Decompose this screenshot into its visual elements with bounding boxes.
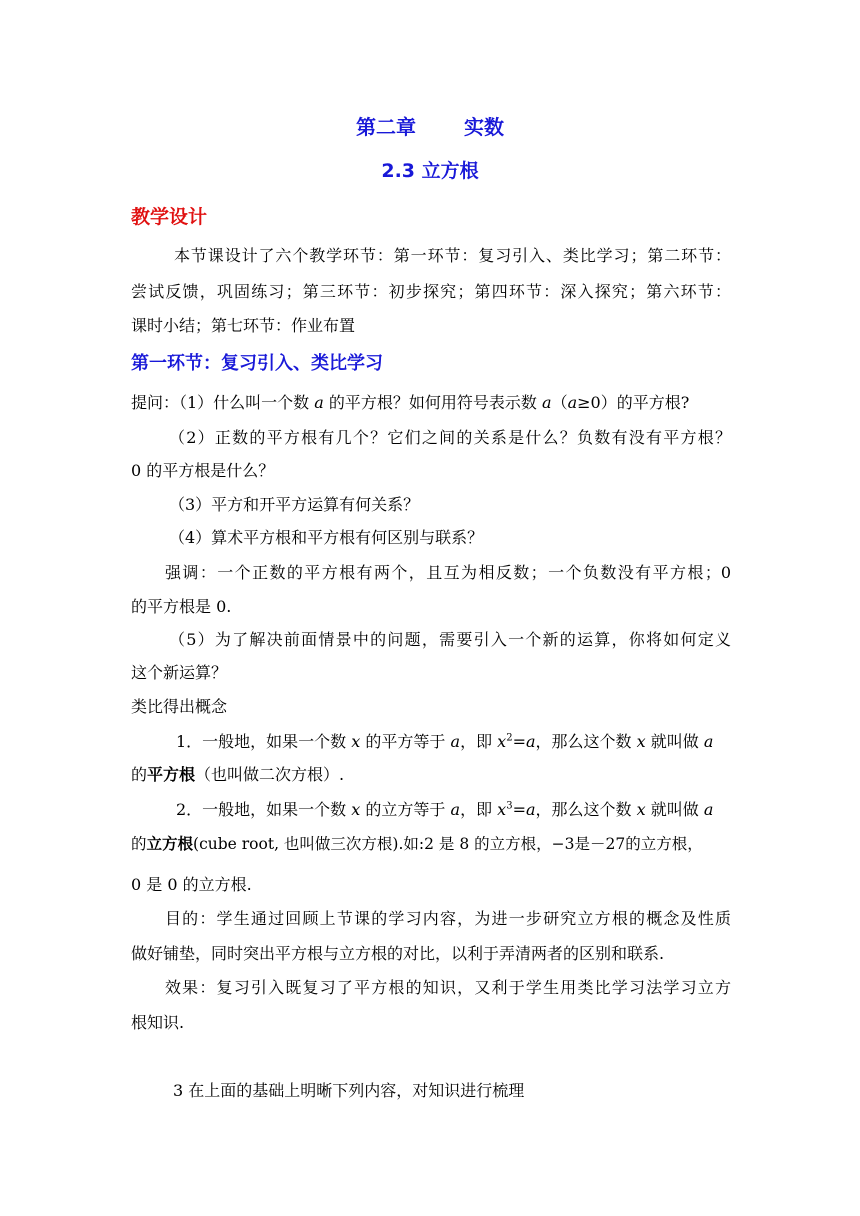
def2-term: 立方根 bbox=[146, 834, 194, 853]
def1-equals: = bbox=[512, 732, 526, 751]
def2-text-c: ，即 bbox=[460, 800, 493, 819]
question-4: （4）算术平方根和平方根有何区别与联系？ bbox=[169, 528, 484, 547]
question-3: （3）平方和开平方运算有何关系？ bbox=[169, 495, 420, 514]
effect-line-1: 效果：复习引入既复习了平方根的知识，又利于学生用类比学习法学习立方 bbox=[165, 978, 731, 997]
def1-term: 平方根 bbox=[147, 765, 196, 784]
analogy-label: 类比得出概念 bbox=[131, 697, 228, 716]
purpose-line-2: 做好铺垫，同时突出平方根与立方根的对比，以利于弄清两者的区别和联系. bbox=[131, 944, 665, 963]
definition-2-line-2 bbox=[131, 833, 703, 855]
def2-line2-a: 的 bbox=[131, 835, 147, 853]
q1-text-a: 提问：（1）什么叫一个数 bbox=[131, 393, 310, 412]
question-5-line-1: （5）为了解决前面情景中的问题，需要引入一个新的运算，你将如何定义 bbox=[169, 630, 731, 649]
step-3-text: 3 在上面的基础上明晰下列内容，对知识进行梳理 bbox=[173, 1081, 525, 1100]
effect-line-2: 根知识. bbox=[131, 1013, 185, 1032]
q1-var-a2: a bbox=[542, 393, 552, 412]
q1-text-d: ≥0）的平方根? bbox=[577, 393, 690, 412]
def1-var-x: x bbox=[351, 732, 361, 751]
q1-text-c: （ bbox=[551, 393, 568, 412]
def2-equals: = bbox=[512, 800, 526, 819]
def2-var-x: x bbox=[351, 800, 361, 819]
def2-text-b: 的立方等于 bbox=[365, 800, 446, 819]
emphasis-line-1: 强调：一个正数的平方根有两个，且互为相反数；一个负数没有平方根；0 bbox=[165, 563, 731, 582]
question-1 bbox=[131, 392, 689, 414]
def1-var-a2: a bbox=[525, 732, 536, 751]
def1-text-d: ，那么这个数 bbox=[535, 732, 632, 751]
definition-2-line-1 bbox=[176, 799, 713, 821]
def1-text-e: 就叫做 bbox=[650, 732, 699, 751]
def2-var-a2: a bbox=[525, 800, 536, 819]
def2-text-a: 2．一般地，如果一个数 bbox=[176, 800, 347, 819]
step1-heading: 第一环节：复习引入、类比学习 bbox=[131, 353, 383, 374]
chapter-name: 实数 bbox=[464, 115, 504, 139]
def2-text-d: ，那么这个数 bbox=[535, 800, 632, 819]
definition-1-line-2 bbox=[131, 764, 344, 786]
def1-var-a: a bbox=[450, 732, 461, 751]
def2-text-e: 就叫做 bbox=[650, 800, 699, 819]
def1-var-a3: a bbox=[703, 732, 714, 751]
def1-text-c: ，即 bbox=[460, 732, 493, 751]
chapter-number: 第二章 bbox=[356, 115, 416, 139]
design-heading: 教学设计 bbox=[131, 206, 208, 228]
emphasis-line-2: 的平方根是 0. bbox=[131, 597, 232, 616]
section-title: 2.3 立方根 bbox=[381, 160, 479, 182]
question-2-line-2: 0 的平方根是什么？ bbox=[131, 461, 275, 480]
design-line-2: 尝试反馈，巩固练习；第三环节：初步探究；第四环节：深入探究；第六环节： bbox=[131, 282, 731, 301]
def1-var-x2: x bbox=[497, 732, 507, 751]
def1-line2-a: 的 bbox=[131, 765, 148, 784]
design-line-1: 本节课设计了六个教学环节：第一环节：复习引入、类比学习；第二环节： bbox=[174, 246, 731, 265]
question-5-line-2: 这个新运算？ bbox=[131, 663, 228, 682]
chapter-title bbox=[0, 116, 860, 138]
def2-exponent: 3 bbox=[506, 800, 513, 812]
purpose-line-1: 目的：学生通过回顾上节课的学习内容，为进一步研究立方根的概念及性质 bbox=[165, 909, 731, 928]
q1-var-a3: a bbox=[567, 393, 578, 412]
design-line-3: 课时小结；第七环节：作业布置 bbox=[131, 316, 356, 335]
q1-var-a: a bbox=[314, 393, 324, 412]
def1-var-x3: x bbox=[636, 732, 646, 751]
def2-var-a: a bbox=[450, 800, 461, 819]
definition-2-line-3: 0 是 0 的立方根. bbox=[131, 875, 252, 894]
def2-line2-b: (cube root, 也叫做三次方根).如:2 是 8 的立方根，−3是－27的立方根， bbox=[193, 835, 703, 853]
def1-text-a: 1．一般地，如果一个数 bbox=[176, 732, 347, 751]
def1-text-b: 的平方等于 bbox=[365, 732, 446, 751]
def1-line2-b: （也叫做二次方根）. bbox=[195, 765, 345, 784]
definition-1-line-1 bbox=[176, 731, 713, 753]
question-2-line-1: （2）正数的平方根有几个？它们之间的关系是什么？负数有没有平方根？ bbox=[169, 428, 731, 447]
def1-exponent: 2 bbox=[506, 732, 513, 744]
q1-text-b: 的平方根？如何用符号表示数 bbox=[328, 393, 537, 412]
def2-var-a3: a bbox=[703, 800, 714, 819]
def2-var-x2: x bbox=[497, 800, 507, 819]
def2-var-x3: x bbox=[636, 800, 646, 819]
